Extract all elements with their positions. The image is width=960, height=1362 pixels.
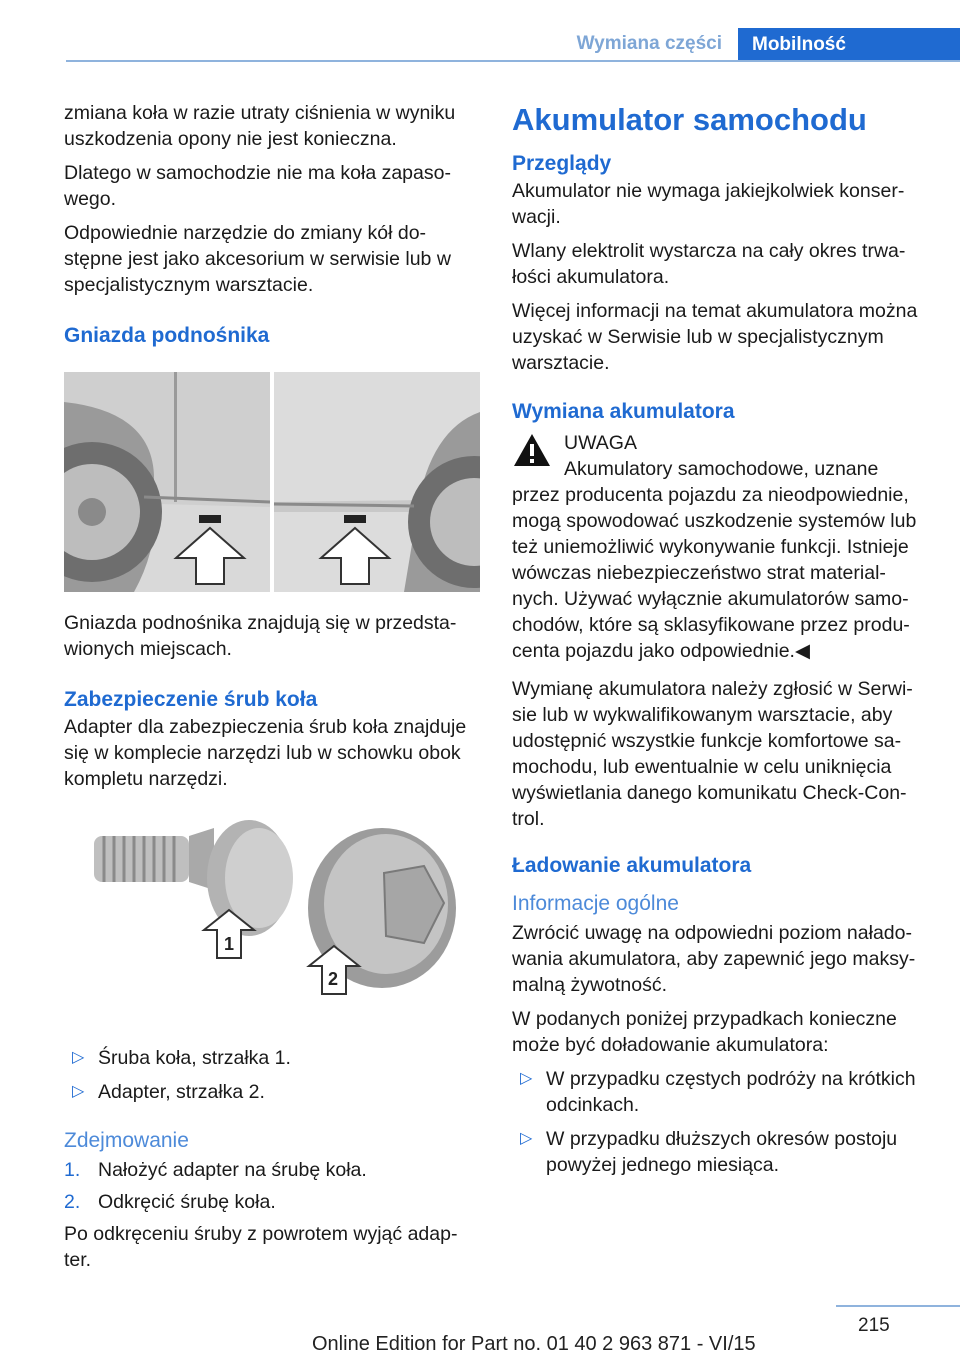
wheel-lock-illustration <box>64 818 480 1033</box>
general-info-heading: Informacje ogólne <box>512 892 679 915</box>
list-item <box>512 1066 932 1118</box>
bullet-text: W przypadku częstych podróży na krótkich odcinkach. <box>546 1068 916 1116</box>
removal-heading: Zdejmowanie <box>64 1129 189 1152</box>
triangle-bullet-icon: ▷ <box>520 1070 533 1087</box>
page-number: 215 <box>858 1315 890 1336</box>
step-number: 1. <box>64 1159 81 1181</box>
bullet-text: W przypadku dłuższych okresów postoju powyżej jednego miesiąca. <box>546 1128 898 1176</box>
intro-paragraph-2: Dlatego w samochodzie nie ma koła zapaso-wego. <box>64 162 451 210</box>
header-rule <box>66 60 960 62</box>
page-title: Akumulator samochodu <box>512 102 867 137</box>
triangle-bullet-icon: ▷ <box>520 1130 533 1147</box>
step-text: Nałożyć adapter na śrubę koła. <box>98 1159 367 1181</box>
left-column <box>64 100 480 1281</box>
warning-notice <box>512 430 932 664</box>
step-text: Odkręcić śrubę koła. <box>98 1191 276 1213</box>
figure-label-2: 2 <box>328 969 339 989</box>
removal-note: Po odkręceniu śruby z powrotem wyjąć adap-ter. <box>64 1223 458 1271</box>
triangle-bullet-icon: ▷ <box>72 1083 85 1100</box>
battery-charging-heading: Ładowanie akumulatora <box>512 854 752 877</box>
general-paragraph-2: W podanych poniżej przypadkach konieczne może być doładowanie akumulatora: <box>512 1008 897 1056</box>
right-column <box>512 100 932 1186</box>
bullet-text: Śruba koła, strzałka 1. <box>98 1047 291 1069</box>
list-item <box>64 1079 480 1105</box>
warning-text: przez producenta pojazdu za nieodpowiednie, mogą spowodować uszkodzenie systemów lub też uniemożliwić wykonywanie funkcji. Istnieje wówczas niebezpieczeństwo strat material-nych. Używać wyłącznie akumulatorów samo-chodów, które są sklasyfikowane przez produ-centa pojazdu jako odpowiednie.◀ <box>512 484 917 662</box>
maintenance-heading: Przeglądy <box>512 152 612 175</box>
maintenance-paragraph-1: Akumulator nie wymaga jakiejkolwiek konser-wacji. <box>512 180 905 228</box>
warning-first-line: Akumulatory samochodowe, uznane <box>564 458 879 480</box>
maintenance-paragraph-3: Więcej informacji na temat akumulatora można uzyskać w Serwisie lub w specjalistycznym warsztacie. <box>512 300 918 374</box>
jack-points-image <box>64 372 480 592</box>
replacement-paragraph: Wymianę akumulatora należy zgłosić w Serwi-sie lub w wykwalifikowanym warsztacie, aby udostępnić wszystkie funkcje komfortowe sa-mochodu, lub ewentualnie w celu uniknięcia wyświetlania danego komunikatu Check-Con-trol. <box>512 678 913 830</box>
list-item <box>512 1126 932 1178</box>
intro-paragraph-1: zmiana koła w razie utraty ciśnienia w wyniku uszkodzenia opony nie jest konieczna. <box>64 102 456 150</box>
wheel-lock-text: Adapter dla zabezpieczenia śrub koła znajduje się w komplecie narzędzi lub w schowku obok kompletu narzędzi. <box>64 716 467 790</box>
edition-footer: Online Edition for Part no. 01 40 2 963 871 - VI/15 <box>312 1333 756 1355</box>
jack-points-heading: Gniazda podnośnika <box>64 324 270 347</box>
warning-title: UWAGA <box>564 432 637 454</box>
header-section-label: Wymiana części <box>576 33 722 54</box>
warning-triangle-icon <box>512 432 552 468</box>
figure-label-1: 1 <box>224 934 235 954</box>
battery-replacement-heading: Wymiana akumulatora <box>512 400 735 423</box>
bullet-text: Adapter, strzałka 2. <box>98 1081 265 1103</box>
intro-paragraph-3: Odpowiednie narzędzie do zmiany kół do-stępne jest jako akcesorium w serwisie lub w specjalistycznym warsztacie. <box>64 222 451 296</box>
header-chapter-tab: Mobilność <box>738 28 960 61</box>
jack-points-caption: Gniazda podnośnika znajdują się w przedsta-wionych miejscach. <box>64 612 457 660</box>
wheel-bolt-adapter-image <box>64 818 480 1033</box>
general-paragraph-1: Zwrócić uwagę na odpowiedni poziom nałado-wania akumulatora, aby zapewnić jego maksy-malną żywotność. <box>512 922 916 996</box>
footer-rule <box>836 1305 960 1307</box>
maintenance-paragraph-2: Wlany elektrolit wystarcza na cały okres trwa-łości akumulatora. <box>512 240 906 288</box>
jack-points-illustration <box>64 372 480 592</box>
step-number: 2. <box>64 1191 81 1213</box>
list-item <box>64 1189 480 1215</box>
list-item <box>64 1045 480 1071</box>
wheel-lock-heading: Zabezpieczenie śrub koła <box>64 688 318 711</box>
triangle-bullet-icon: ▷ <box>72 1049 85 1066</box>
list-item <box>64 1157 480 1183</box>
